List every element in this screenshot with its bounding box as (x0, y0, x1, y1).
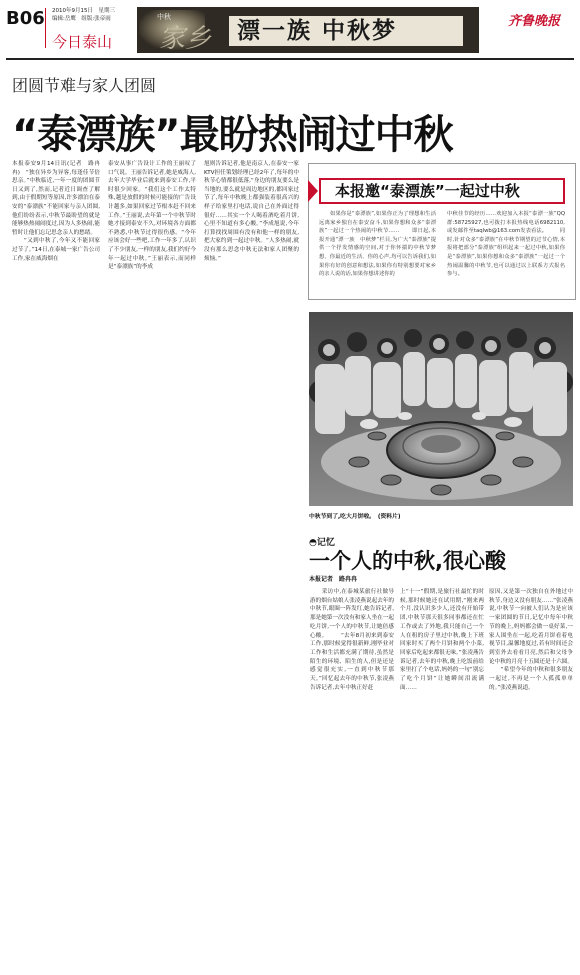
promo-column-1: 如果你是“泰漂族”,如果你正为了理想和生活远离家乡独自在泰安奋斗,如果你想和众多“泰漂族”一起过一个热闹的中秋节…… 即日起,本报开通“漂一族 中秋梦”栏目,为广大“泰漂族”提供一个抒发情感的空间,对于你怀揣的中秋节梦想、你最近的生活、你的心声,均可以告诉我们,如果你有好的创意和想法,如果你有特别想要对家乡的亲人说的话,如果你想讲述你的 (319, 211, 436, 278)
date-block (52, 7, 115, 23)
date-line: 2010年9月15日 星期三 (52, 8, 115, 14)
photo-illustration (309, 312, 573, 506)
story2-headline: 一个人的中秋,很心酸 (309, 549, 506, 573)
story2-column-2: 上“十一”假期,是旅行社最忙的时候,那时候她还在试用期,“刚来两个月,没认识多少人,还没有开始带团,中秋节那天很多同事都还在忙工作或去了外地,我只能自己一个人在租的房子里过中秋,晚上下班回家时买了两个月饼和两个小菜,回家后吃起来都很无味。”张凌燕告诉记者,去年的中秋,晚上吃饭前给家里打了个电话,妈妈的一句“别忘了吃个月饼”让她瞬间泪流满面…… (400, 589, 485, 691)
story1-column-2: 泰安从事广告设计工作的王丽叹了口气说。王丽告诉记者,她是威海人,去年大学毕业后就来到泰安工作,平时很少回家。“我们这个工作太特殊,越是放假的时候可能接的广告设计越多,如果回家过节根本赶不回来工作。”王丽说,去年第一个中秋节时她才接到泰安不久,对环境各方面都不熟悉,中秋节过得很伤感。“今年应该会好一些吧,工作一年多了,认识了不少朋友,一样的朋友,我们约好今年一起过中秋。”王丽表示,而同样是“泰漂族”的李成 (108, 161, 196, 271)
photo-caption: 中秋节到了,吃大月饼啦。 (资料片) (309, 514, 401, 520)
story2-column-3: 原因,又是第一次独自在外地过中秋节,身边又没有朋友……”张凌燕说,中秋节一向被人们认为是应该一家团圆的节日,记忆中每年中秋节的晚上,妈妈都会做一桌好菜,一家人围坐在一起,吃着月饼看着电视节目,温馨地度过,若有时间还会到室外去看看月亮,然后和父母争论中秋的月亮十五圆还是十六圆。 “希望今年的中秋和很多朋友一起过,不再是一个人孤孤单单的。”张凌燕说道。 (489, 589, 573, 691)
circle-tag-icon: ◓ (309, 538, 317, 548)
banner-title: 漂一族 中秋梦 (237, 17, 398, 44)
editor-line: 编辑:岳鹰 组版:张帝雨 (52, 16, 111, 22)
story1-column-1: 本报泰安9月14日讯(记者 路冉冉) “独在异乡为异客,每逢佳节倍思亲。”中秋临近,一年一度的团圆节日又到了,然而,记者近日调查了解到,由于假期短等原因,许多漂泊在泰安的“泰漂族”不能回家与亲人团圆,他们纷纷表示,中秋节最盼望的就是能够热热闹闹度过,因为人多热闹,能暂时让他们忘记思念亲人的愁绪。 “又到中秋了,今年又不能回家过节了。”14日,在泰城一家广告公司工作,家在威海烟在 (12, 161, 100, 262)
section-name: 今日泰山 (52, 33, 113, 51)
banner-calligraphy: 家乡 (159, 24, 212, 53)
mooncake-photo (309, 312, 573, 506)
story2-column-1: 采访中,在泰城某旅行社做导游的烟台姑娘人张凌燕说起去年的中秋节,眼圈一阵发红,她告诉记者,那是她第一次没有和家人坐在一起吃月饼,一个人的中秋节,让她倍感心酸。 “去年8月初来到泰安工作,那时候觉得很新鲜,刚毕业对工作和生活都充满了期待,虽然是陌生的环境、陌生的人,但是还是感觉很充实,一直到中秋节那天。”回忆起去年的中秋节,张凌燕告诉记者,去年中秋正好赶 (310, 589, 394, 691)
masthead-rule (6, 58, 574, 60)
page-banner (137, 7, 479, 53)
masthead-divider (45, 8, 46, 48)
promo-box (308, 163, 576, 300)
story2-byline: 本报记者 路冉冉 (309, 576, 358, 583)
promo-title: 本报邀“泰漂族”一起过中秋 (319, 178, 565, 204)
story1-kicker: 团圆节难与家人团圆 (12, 76, 157, 95)
newspaper-logo: 齐鲁晚报 (508, 14, 561, 29)
story1-column-3: 旭则告诉记者,他是南京人,在泰安一家KTV担任策划经理已经2年了,每年的中秋节心情都很低落,“身边的朋友要么是当地的,要么就是周边地区的,都回家过节了,每年中秋晚上都强装着很高兴的样子给家里打电话,说自己在外面过得很好……其实一个人喝着酒吃着月饼,心里不知道有多心酸。”李成旭说,今年打算找找周围有没有和他一样的朋友,把大家约到一起过中秋。“人多热闹,就没有那么思念中秋无法和家人团聚的烦恼。” (204, 161, 299, 262)
promo-column-2: 中秋佳节的经历……欢迎加入本报“泰漂一族”QQ群:58725927,也可拨打本报热线电话6982110,或发邮件至taqlwb@163.com发表看法。 同时,针对众多“泰漂族”在中秋节期望的过节心情,本报将把部分“泰漂族”组织起来一起过中秋,如果你是“泰漂族”,如果你想和众多“泰漂族”一起过一个热闹温馨的中秋节,也可以通过以上联系方式报名参与。 (447, 211, 565, 278)
page-number: B06 (6, 8, 45, 29)
promo-arrow-icon (308, 180, 318, 202)
memory-tag-label: 记忆 (316, 538, 335, 548)
story1-headline: “泰漂族”最盼热闹过中秋 (12, 112, 453, 158)
banner-small-text: 中秋 (157, 13, 171, 21)
